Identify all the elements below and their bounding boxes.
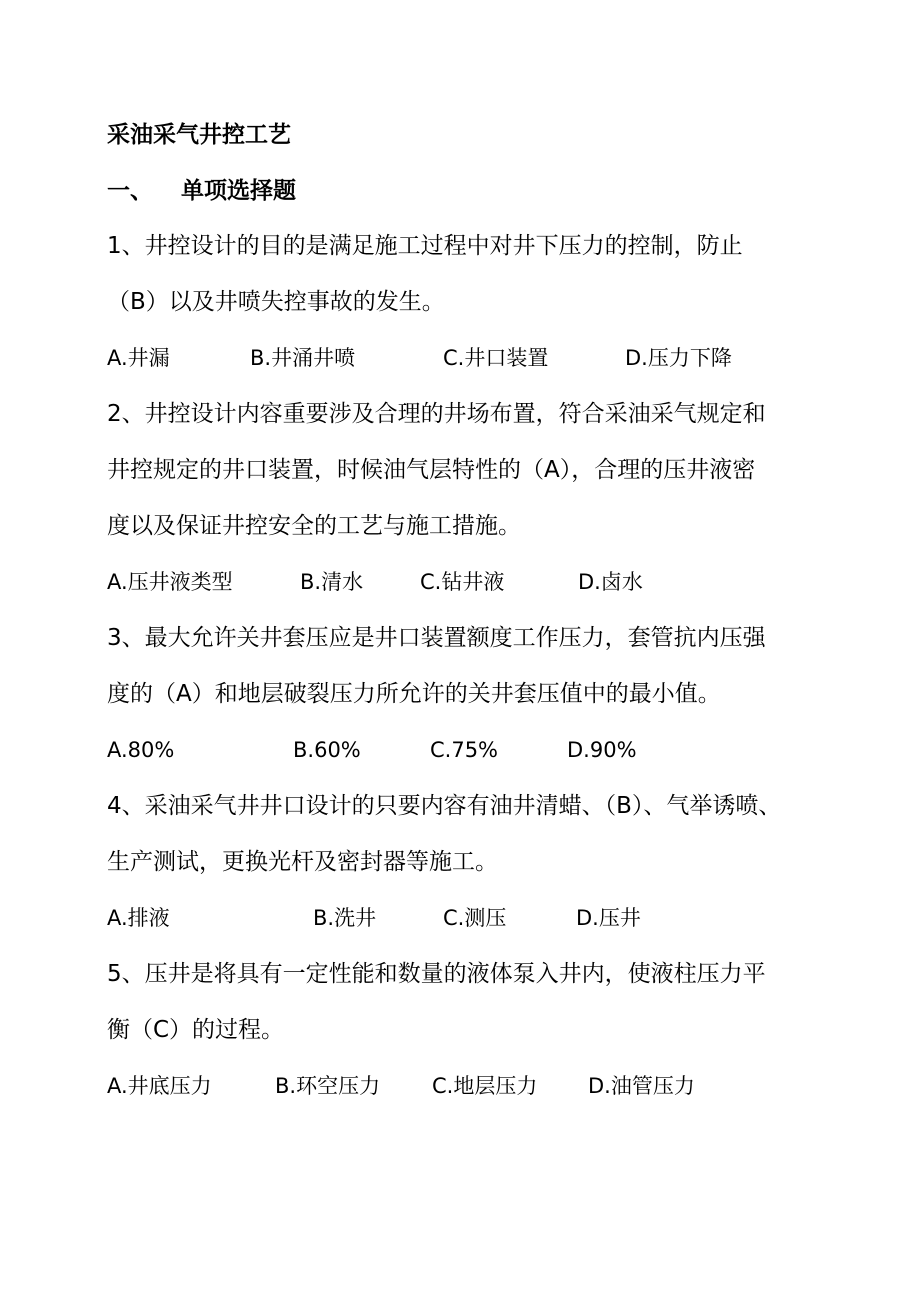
question-5-line-1: 5、压井是将具有一定性能和数量的液体泵入井内，使液柱压力平 [107, 961, 766, 987]
question-3-line-1: 3、最大允许关井套压应是井口装置额度工作压力，套管抗内压强 [107, 625, 766, 651]
question-1-option-a: A.井漏 [107, 346, 170, 370]
section-label: 单项选择题 [181, 178, 296, 204]
question-2-line-2: 井控规定的井口装置，时候油气层特性的（A），合理的压井液密 [107, 457, 756, 483]
question-4-option-b: B.洗井 [313, 906, 377, 930]
question-2-option-a: A.压井液类型 [107, 570, 233, 594]
question-3-line-2: 度的（A）和地层破裂压力所允许的关井套压值中的最小值。 [107, 681, 721, 707]
question-1-option-b: B.井涌井喷 [250, 346, 356, 370]
question-2-option-b: B.清水 [300, 570, 364, 594]
question-5-option-a: A.井底压力 [107, 1074, 212, 1098]
question-5-option-b: B.环空压力 [275, 1074, 381, 1098]
question-3-option-c: C.75% [430, 738, 499, 762]
question-1-option-c: C.井口装置 [443, 346, 549, 370]
question-1-option-d: D.压力下降 [625, 346, 732, 370]
question-3-option-d: D.90% [567, 738, 637, 762]
question-5-option-d: D.油管压力 [588, 1074, 695, 1098]
document-title: 采油采气井控工艺 [107, 122, 291, 148]
question-5-option-c: C.地层压力 [432, 1074, 538, 1098]
question-4-option-d: D.压井 [576, 906, 641, 930]
question-2-option-d: D.卤水 [578, 570, 643, 594]
question-2-line-3: 度以及保证井控安全的工艺与施工措施。 [107, 513, 521, 539]
question-1-line-2: （B）以及井喷失控事故的发生。 [107, 289, 445, 315]
question-4-line-2: 生产测试，更换光杆及密封器等施工。 [107, 849, 498, 875]
question-3-option-b: B.60% [293, 738, 361, 762]
section-number: 一、 [107, 178, 153, 204]
question-4-option-a: A.排液 [107, 906, 170, 930]
question-1-line-1: 1、井控设计的目的是满足施工过程中对井下压力的控制，防止 [107, 233, 743, 259]
question-2-line-1: 2、井控设计内容重要涉及合理的井场布置，符合采油采气规定和 [107, 401, 766, 427]
section-heading [107, 174, 296, 208]
question-3-option-a: A.80% [107, 738, 175, 762]
question-5-line-2: 衡（C）的过程。 [107, 1017, 285, 1043]
question-4-option-c: C.测压 [443, 906, 507, 930]
question-4-line-1: 4、采油采气井井口设计的只要内容有油井清蜡、（B）、气举诱喷、 [107, 793, 782, 819]
question-2-option-c: C.钻井液 [420, 570, 505, 594]
